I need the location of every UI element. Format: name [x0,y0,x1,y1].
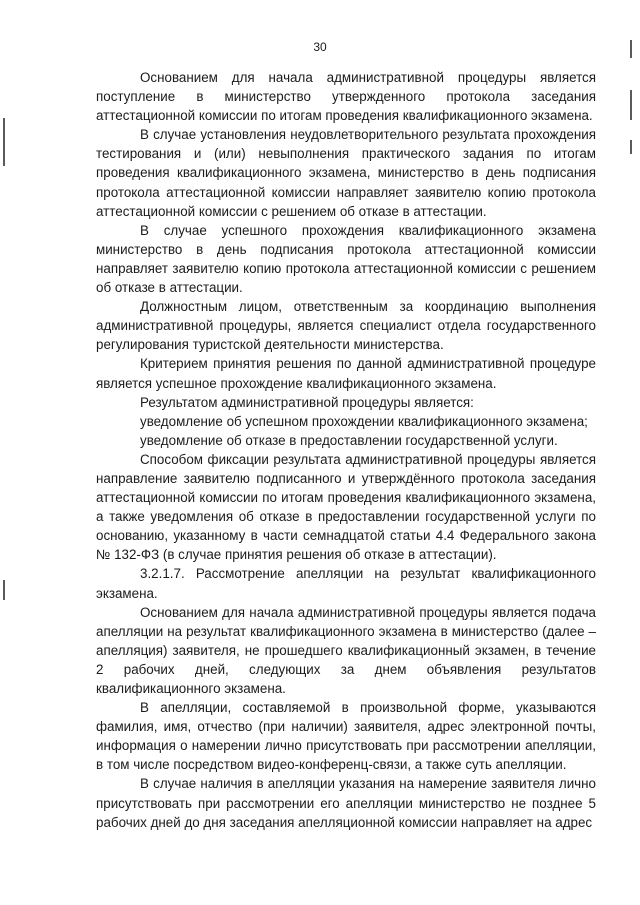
scan-edge-mark [630,140,632,154]
scan-edge-mark [630,90,632,120]
paragraph-basis-for-procedure: Основанием для начала административной процедуры является поступление в министерство утвержденного протокола заседания аттестационной комиссии по итогам проведения квалификационного экзамена. [96,70,596,124]
paragraph-unsatisfactory-result: В случае установления неудовлетворительного результата прохождения тестирования и (или) невыполнения практического задания по итогам проведения квалификационного экзамена, министерство в день подписания протокола аттестационной комиссии направляет заявителю копию протокола аттестационной комиссии с решением об отказе в аттестации. [96,127,596,219]
scan-edge-mark [3,580,5,600]
paragraph-appeal-basis: Основанием для начала административной процедуры является подача апелляции на результат квалификационного экзамена в министерство (далее – апелляция) заявителя, не прошедшего квалификационный экзамен, в течение 2 рабочих дней, следующих за днем объявления результатов квалификационного экзамена. [96,604,596,696]
paragraph-fixation-method: Способом фиксации результата административной процедуры является направление заявителю подписанного и утверждённого протокола заседания аттестационной комиссии по итогам проведения квалификационного экзамена, а также уведомления об отказе в предоставлении государственной услуги по основанию, указанному в части семнадцатой статьи 4.4 Федерального закона № 132-ФЗ (в случае принятия решения об отказе в аттестации). [96,451,596,563]
paragraph-responsible-official: Должностным лицом, ответственным за координацию выполнения административной процедуры, является специалист отдела государственного регулирования туристской деятельности министерства. [96,299,596,353]
paragraph-appeal-presence: В случае наличия в апелляции указания на намерение заявителя лично присутствовать при рассмотрении его апелляции министерство не позднее 5 рабочих дней до дня заседания апелляционной комиссии направляет на адрес [96,776,596,830]
scan-edge-mark [3,118,5,166]
result-item-refusal: уведомление об отказе в предоставлении государственной услуги. [140,432,558,448]
document-body [96,68,596,832]
section-heading-appeal: 3.2.1.7. Рассмотрение апелляции на результат квалификационного экзамена. [96,566,596,601]
paragraph-decision-criterion: Критерием принятия решения по данной административной процедуре является успешное прохождение квалификационного экзамена. [96,356,596,391]
paragraph-result-intro: Результатом административной процедуры является: [140,394,474,410]
scan-edge-mark [630,40,632,58]
page-number: 30 [313,40,327,54]
result-item-success: уведомление об успешном прохождении квалификационного экзамена; [140,413,588,429]
paragraph-successful-exam: В случае успешного прохождения квалификационного экзамена министерство в день подписания протокола аттестационной комиссии направляет заявителю копию протокола аттестационной комиссии с решением об отказе в аттестации. [96,222,596,296]
paragraph-appeal-content: В апелляции, составляемой в произвольной форме, указываются фамилия, имя, отчество (при наличии) заявителя, адрес электронной почты, информация о намерении лично присутствовать при рассмотрении апелляции, в том числе посредством видео-конференц-связи, а также суть апелляции. [96,700,596,773]
